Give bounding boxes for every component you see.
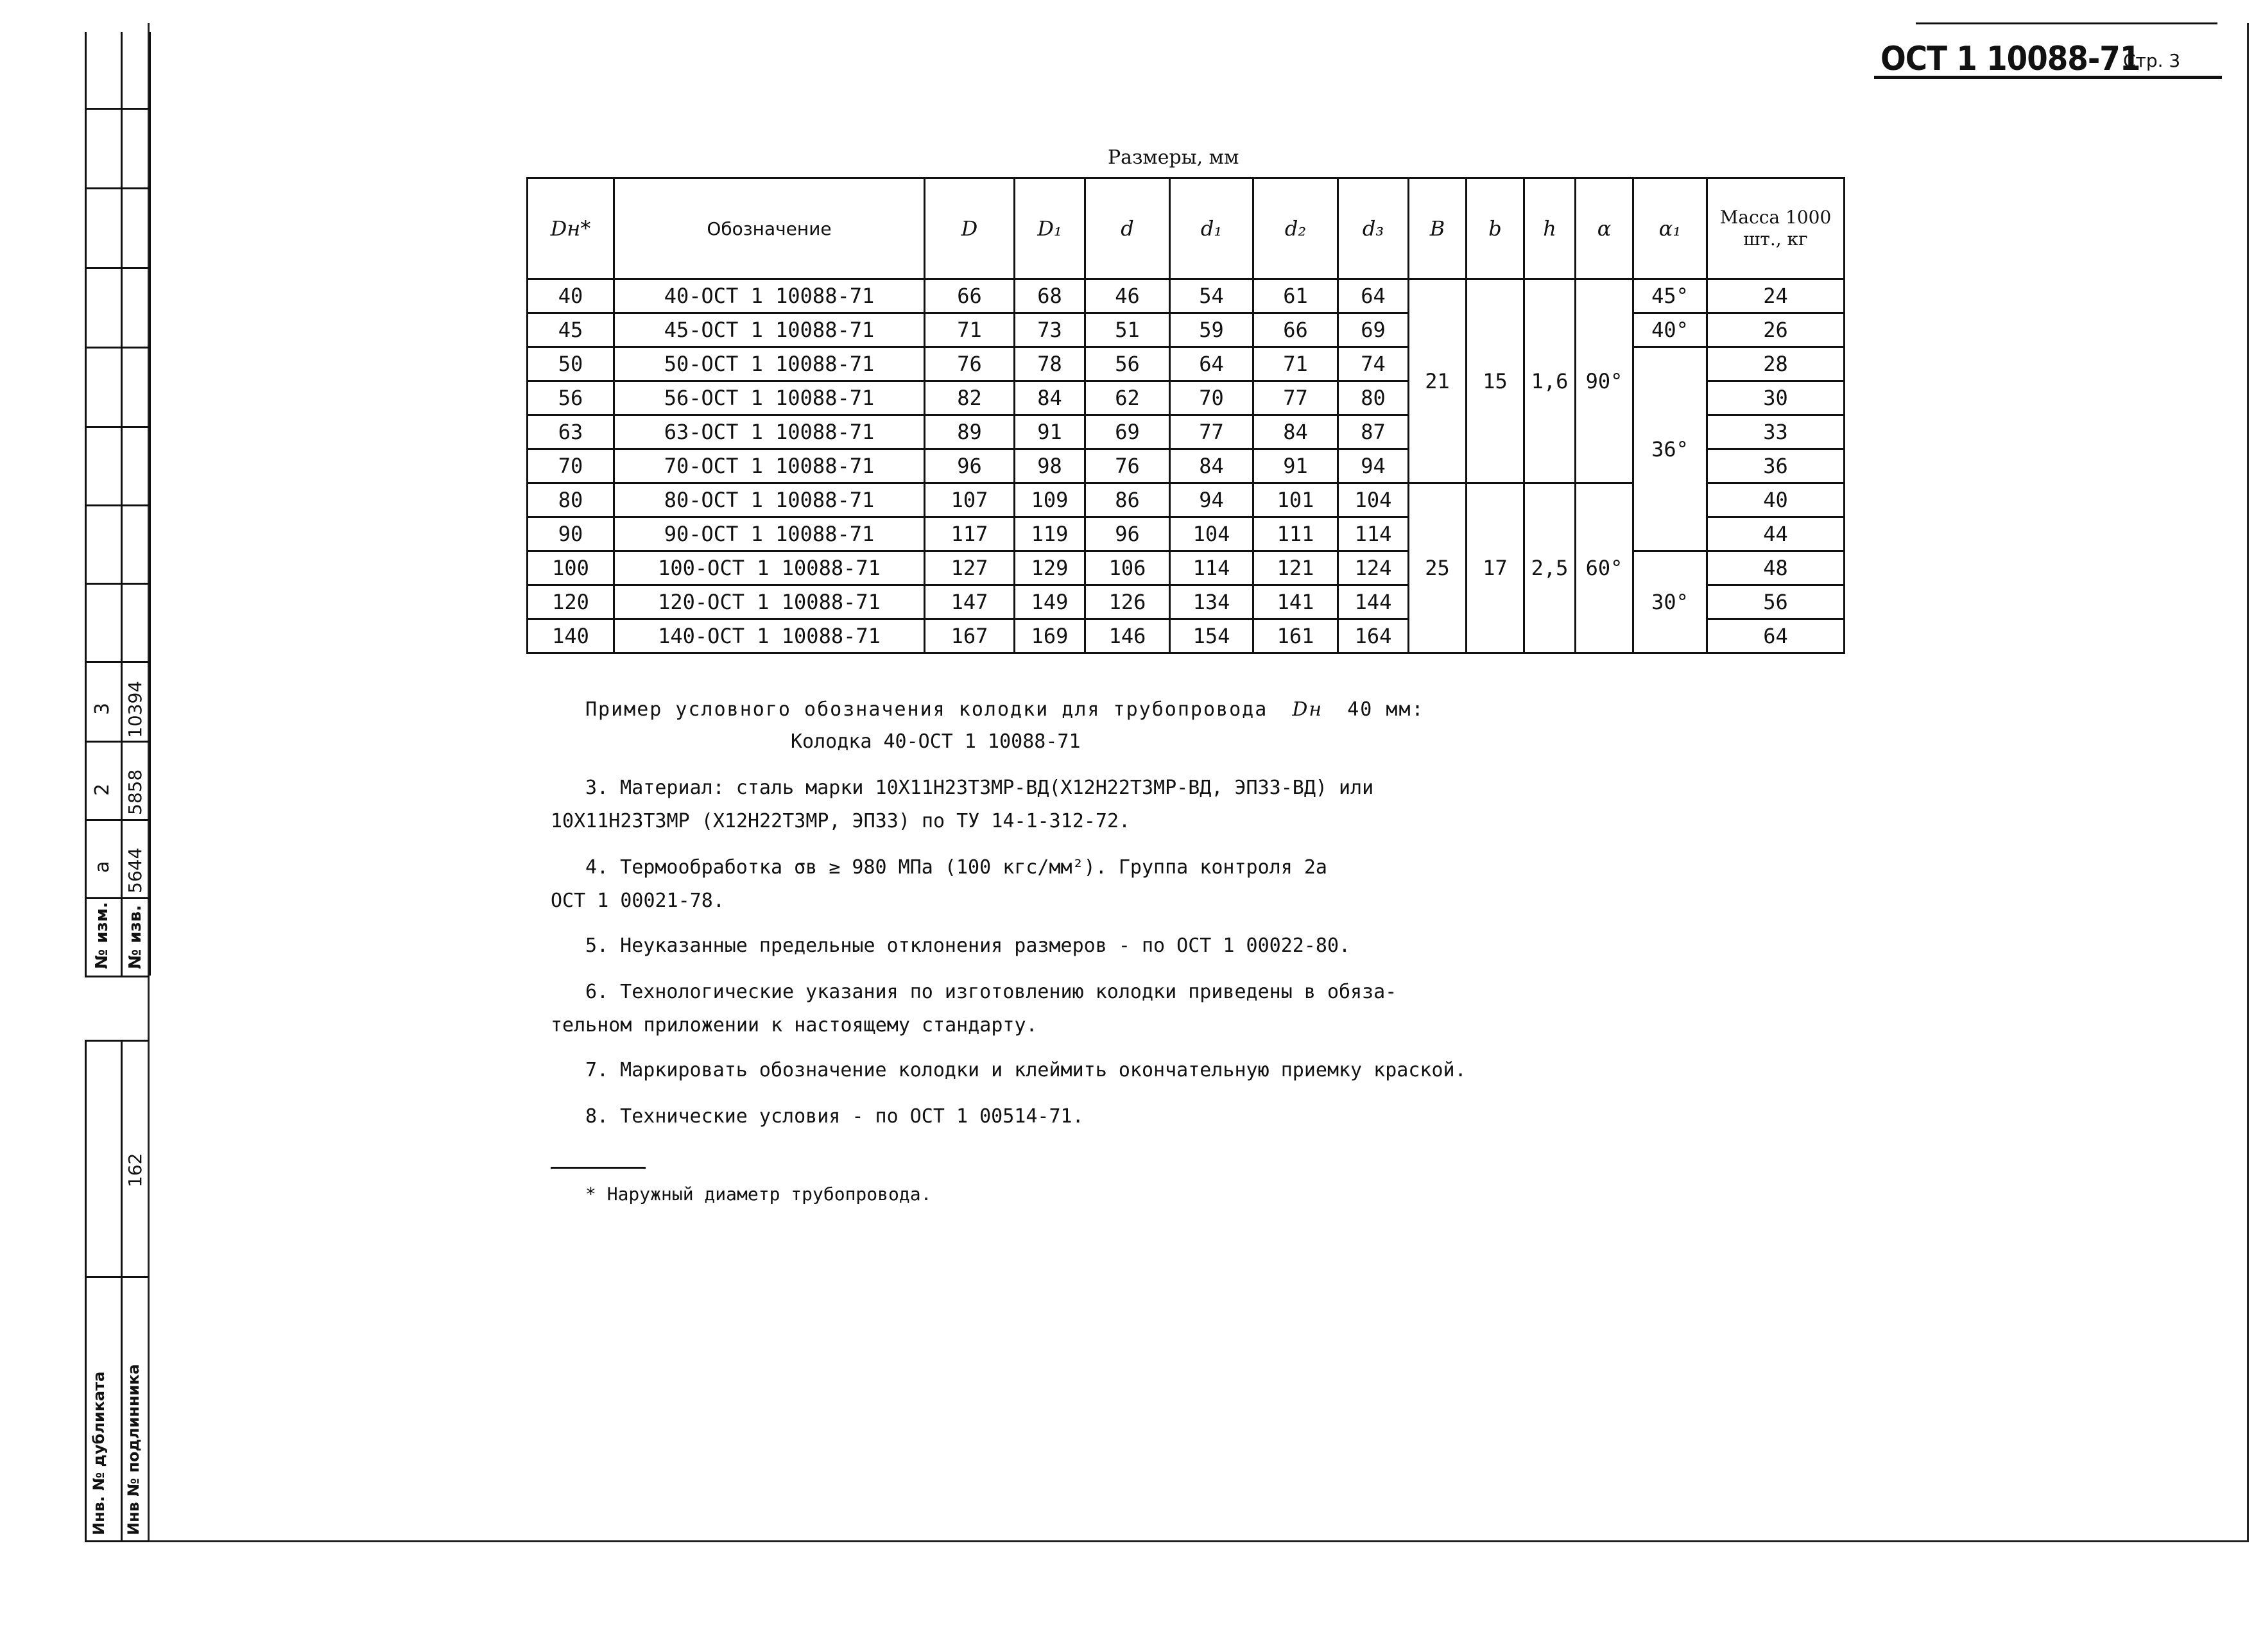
cell-d: 86 xyxy=(1085,483,1170,517)
cell-mass: 30 xyxy=(1707,381,1845,415)
stamp-izv-1: 5644 xyxy=(125,847,146,893)
cell-mass: 40 xyxy=(1707,483,1845,517)
cell-D: 147 xyxy=(925,585,1015,619)
cell-D: 76 xyxy=(925,347,1015,381)
col-header-d3: d₃ xyxy=(1338,178,1409,279)
cell-alpha1: 45° xyxy=(1633,279,1707,313)
cell-alpha1: 30° xyxy=(1633,551,1707,653)
example-value: Колодка 40-ОСТ 1 10088-71 xyxy=(791,730,1081,753)
table-row xyxy=(528,551,1845,585)
cell-D: 66 xyxy=(925,279,1015,313)
cell-d1: 114 xyxy=(1170,551,1253,585)
cell-D: 71 xyxy=(925,313,1015,347)
cell-D: 167 xyxy=(925,619,1015,653)
cell-d3: 104 xyxy=(1338,483,1409,517)
cell-d2: 121 xyxy=(1253,551,1338,585)
cell-dn: 100 xyxy=(528,551,614,585)
example-dn: Dн xyxy=(1292,698,1323,721)
cell-alpha1: 40° xyxy=(1633,313,1707,347)
cell-d1: 134 xyxy=(1170,585,1253,619)
stamp-izm-3: 3 xyxy=(91,702,114,715)
cell-mass: 48 xyxy=(1707,551,1845,585)
cell-d3: 74 xyxy=(1338,347,1409,381)
cell-D1: 68 xyxy=(1015,279,1085,313)
header-overline xyxy=(1916,22,2217,24)
cell-mass: 33 xyxy=(1707,415,1845,449)
cell-d2: 141 xyxy=(1253,585,1338,619)
cell-d3: 69 xyxy=(1338,313,1409,347)
cell-d1: 154 xyxy=(1170,619,1253,653)
cell-designation: 100-ОСТ 1 10088-71 xyxy=(614,551,925,585)
cell-group-alpha: 60° xyxy=(1576,483,1633,653)
cell-d1: 70 xyxy=(1170,381,1253,415)
paragraph-6-line-2: тельном приложении к настоящему стандарту. xyxy=(551,1014,1038,1037)
cell-d2: 101 xyxy=(1253,483,1338,517)
cell-designation: 70-ОСТ 1 10088-71 xyxy=(614,449,925,483)
paragraph-6-line-1: 6. Технологические указания по изготовлению колодки приведены в обяза- xyxy=(585,981,1397,1003)
cell-dn: 70 xyxy=(528,449,614,483)
cell-mass: 44 xyxy=(1707,517,1845,551)
cell-d3: 64 xyxy=(1338,279,1409,313)
cell-dn: 50 xyxy=(528,347,614,381)
col-header-h: h xyxy=(1524,178,1576,279)
cell-D: 82 xyxy=(925,381,1015,415)
cell-group-B: 25 xyxy=(1409,483,1467,653)
cell-D: 127 xyxy=(925,551,1015,585)
paragraph-4-line-1: 4. Термообработка σв ≥ 980 МПа (100 кгс/мм²). Группа контроля 2а xyxy=(585,856,1327,879)
cell-D1: 169 xyxy=(1015,619,1085,653)
cell-d: 62 xyxy=(1085,381,1170,415)
cell-group-B: 21 xyxy=(1409,279,1467,483)
cell-mass: 64 xyxy=(1707,619,1845,653)
cell-d: 51 xyxy=(1085,313,1170,347)
cell-d: 56 xyxy=(1085,347,1170,381)
cell-d: 106 xyxy=(1085,551,1170,585)
dimensions-table xyxy=(526,177,1845,654)
cell-D1: 119 xyxy=(1015,517,1085,551)
cell-d1: 59 xyxy=(1170,313,1253,347)
cell-D1: 149 xyxy=(1015,585,1085,619)
cell-D1: 73 xyxy=(1015,313,1085,347)
cell-designation: 120-ОСТ 1 10088-71 xyxy=(614,585,925,619)
cell-designation: 56-ОСТ 1 10088-71 xyxy=(614,381,925,415)
stamp-izm-1: а xyxy=(91,861,114,873)
cell-mass: 26 xyxy=(1707,313,1845,347)
table-header-row xyxy=(528,178,1845,279)
cell-d2: 61 xyxy=(1253,279,1338,313)
cell-d2: 111 xyxy=(1253,517,1338,551)
cell-d1: 84 xyxy=(1170,449,1253,483)
col-header-d2: d₂ xyxy=(1253,178,1338,279)
document-code: ОСТ 1 10088-71 xyxy=(1880,40,2140,78)
cell-designation: 50-ОСТ 1 10088-71 xyxy=(614,347,925,381)
cell-d3: 164 xyxy=(1338,619,1409,653)
cell-D1: 129 xyxy=(1015,551,1085,585)
cell-d: 76 xyxy=(1085,449,1170,483)
table-row xyxy=(528,313,1845,347)
cell-designation: 45-ОСТ 1 10088-71 xyxy=(614,313,925,347)
cell-group-alpha: 90° xyxy=(1576,279,1633,483)
col-header-B: B xyxy=(1409,178,1467,279)
units-caption: Размеры, мм xyxy=(1108,146,1239,169)
table-row xyxy=(528,279,1845,313)
cell-d2: 66 xyxy=(1253,313,1338,347)
col-header-alpha: α xyxy=(1576,178,1633,279)
cell-d1: 94 xyxy=(1170,483,1253,517)
cell-dn: 56 xyxy=(528,381,614,415)
cell-group-h: 2,5 xyxy=(1524,483,1576,653)
cell-d: 146 xyxy=(1085,619,1170,653)
cell-designation: 63-ОСТ 1 10088-71 xyxy=(614,415,925,449)
cell-d3: 80 xyxy=(1338,381,1409,415)
paragraph-7: 7. Маркировать обозначение колодки и клеймить окончательную приемку краской. xyxy=(585,1059,1467,1081)
paragraph-4-line-2: ОСТ 1 00021-78. xyxy=(551,890,725,912)
page-number: Стр. 3 xyxy=(2123,50,2181,71)
stamp-orig-label: Инв № подлинника xyxy=(125,1364,142,1535)
cell-d1: 77 xyxy=(1170,415,1253,449)
stamp-izv-3: 10394 xyxy=(125,680,146,738)
cell-dn: 140 xyxy=(528,619,614,653)
footnote-rule xyxy=(551,1167,646,1169)
cell-d3: 124 xyxy=(1338,551,1409,585)
stamp-inv-number: 162 xyxy=(125,1153,146,1187)
cell-D1: 109 xyxy=(1015,483,1085,517)
cell-d: 46 xyxy=(1085,279,1170,313)
cell-dn: 120 xyxy=(528,585,614,619)
stamp-izm-label: № изм. xyxy=(92,902,112,969)
cell-D1: 91 xyxy=(1015,415,1085,449)
cell-D1: 78 xyxy=(1015,347,1085,381)
cell-D: 96 xyxy=(925,449,1015,483)
cell-mass: 56 xyxy=(1707,585,1845,619)
col-header-D: D xyxy=(925,178,1015,279)
cell-d1: 104 xyxy=(1170,517,1253,551)
table-row xyxy=(528,347,1845,381)
cell-designation: 80-ОСТ 1 10088-71 xyxy=(614,483,925,517)
example-text: Пример условного обозначения колодки для трубопровода xyxy=(585,698,1268,721)
cell-d2: 91 xyxy=(1253,449,1338,483)
cell-designation: 140-ОСТ 1 10088-71 xyxy=(614,619,925,653)
paragraph-3-line-2: 10Х11Н23Т3МР (Х12Н22Т3МР, ЭП33) по ТУ 14-1-312-72. xyxy=(551,810,1131,832)
stamp-izv-label: № изв. xyxy=(126,905,145,969)
cell-dn: 40 xyxy=(528,279,614,313)
example-size: 40 мм: xyxy=(1347,698,1425,721)
cell-d3: 87 xyxy=(1338,415,1409,449)
cell-d2: 161 xyxy=(1253,619,1338,653)
cell-designation: 40-ОСТ 1 10088-71 xyxy=(614,279,925,313)
col-header-d1: d₁ xyxy=(1170,178,1253,279)
cell-d: 69 xyxy=(1085,415,1170,449)
cell-dn: 63 xyxy=(528,415,614,449)
col-header-designation: Обозначение xyxy=(614,178,925,279)
col-header-D1: D₁ xyxy=(1015,178,1085,279)
paragraph-5: 5. Неуказанные предельные отклонения размеров - по ОСТ 1 00022-80. xyxy=(585,934,1351,957)
stamp-izm-2: 2 xyxy=(91,783,114,796)
cell-mass: 24 xyxy=(1707,279,1845,313)
col-header-dn: Dн* xyxy=(528,178,614,279)
paragraph-3-line-1: 3. Материал: сталь марки 10Х11Н23Т3МР-ВД(Х12Н22Т3МР-ВД, ЭП33-ВД) или xyxy=(585,777,1374,799)
cell-d2: 84 xyxy=(1253,415,1338,449)
cell-D1: 84 xyxy=(1015,381,1085,415)
cell-d3: 94 xyxy=(1338,449,1409,483)
cell-D1: 98 xyxy=(1015,449,1085,483)
col-header-mass: Масса 1000 шт., кг xyxy=(1707,178,1845,279)
table-body xyxy=(528,279,1845,653)
header-underline xyxy=(1874,76,2222,79)
cell-mass: 36 xyxy=(1707,449,1845,483)
cell-d: 126 xyxy=(1085,585,1170,619)
cell-d3: 144 xyxy=(1338,585,1409,619)
example-line xyxy=(585,698,1425,721)
cell-D: 117 xyxy=(925,517,1015,551)
cell-D: 107 xyxy=(925,483,1015,517)
stamp-dup-label: Инв. № дубликата xyxy=(90,1371,108,1535)
col-header-d: d xyxy=(1085,178,1170,279)
cell-group-h: 1,6 xyxy=(1524,279,1576,483)
cell-alpha1: 36° xyxy=(1633,347,1707,551)
cell-mass: 28 xyxy=(1707,347,1845,381)
cell-d: 96 xyxy=(1085,517,1170,551)
cell-group-b: 17 xyxy=(1467,483,1524,653)
cell-d3: 114 xyxy=(1338,517,1409,551)
footnote: * Наружный диаметр трубопровода. xyxy=(585,1183,932,1205)
cell-group-b: 15 xyxy=(1467,279,1524,483)
col-header-b: b xyxy=(1467,178,1524,279)
cell-dn: 80 xyxy=(528,483,614,517)
cell-d2: 71 xyxy=(1253,347,1338,381)
cell-designation: 90-ОСТ 1 10088-71 xyxy=(614,517,925,551)
paragraph-8: 8. Технические условия - по ОСТ 1 00514-71. xyxy=(585,1105,1084,1128)
cell-dn: 90 xyxy=(528,517,614,551)
cell-D: 89 xyxy=(925,415,1015,449)
cell-d1: 64 xyxy=(1170,347,1253,381)
cell-d1: 54 xyxy=(1170,279,1253,313)
cell-d2: 77 xyxy=(1253,381,1338,415)
cell-dn: 45 xyxy=(528,313,614,347)
stamp-izv-2: 5858 xyxy=(125,769,146,815)
col-header-alpha1: α₁ xyxy=(1633,178,1707,279)
